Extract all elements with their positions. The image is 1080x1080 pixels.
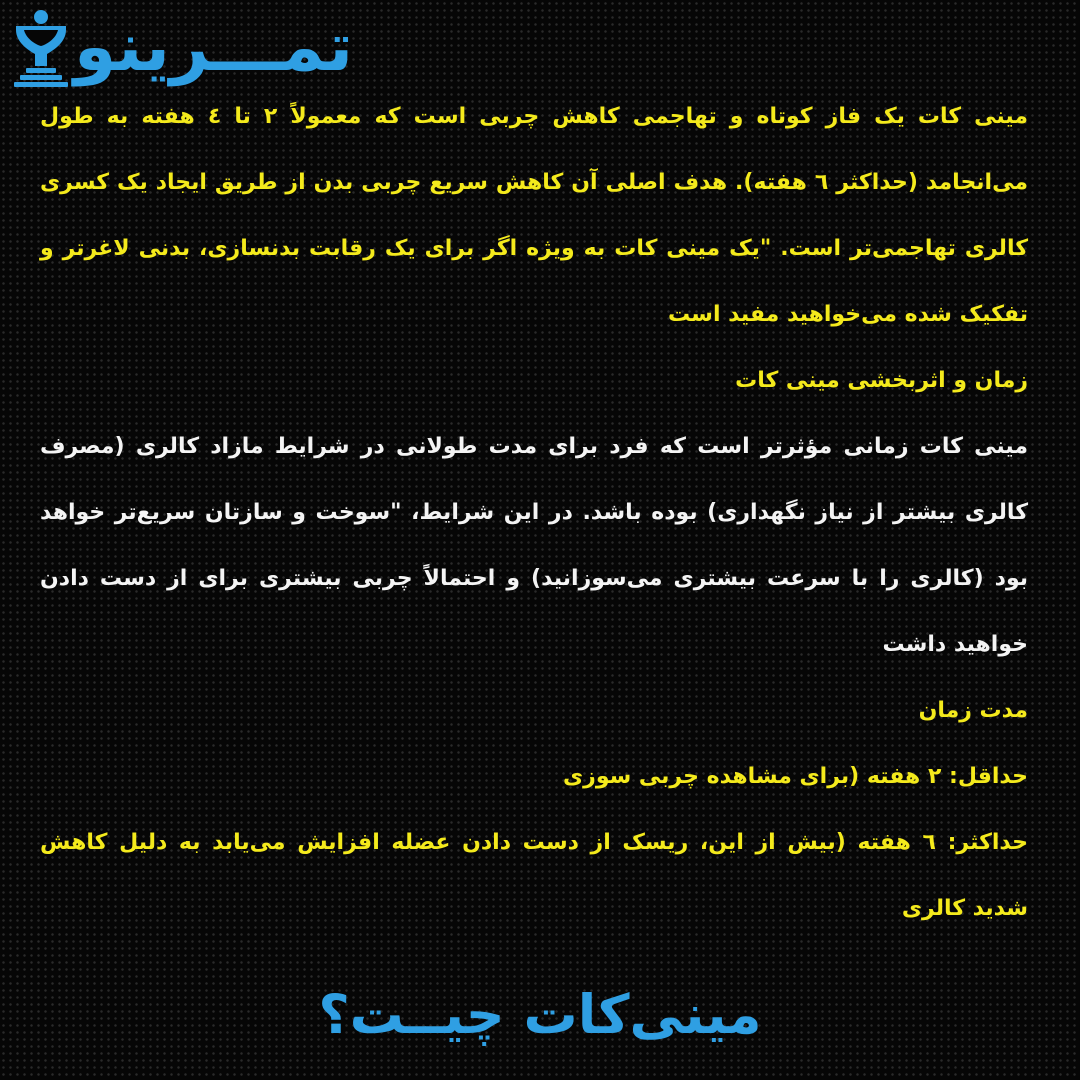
intro-paragraph: مینی کات یک فاز کوتاه و تهاجمی کاهش چربی است که معمولاً ۲ تا ٤ هفته به طول می‌انجامد (حداکثر ٦ هفته). هدف اصلی آن کاهش سریع چربی بدن از طریق ایجاد یک کسری کالری تهاجمی‌تر است. "یک مینی کات به ویژه اگر برای یک رقابت بدنسازی، بدنی لاغرتر و تفکیک شده می‌خواهید مفید است [40,104,1028,327]
article-body [40,84,1028,942]
chess-queen-icon [10,8,72,88]
duration-minimum: حداقل: ۲ هفته (برای مشاهده چربی سوزی [563,764,1028,789]
brand-logo [10,8,353,88]
timing-paragraph: مینی کات زمانی مؤثرتر است که فرد برای مدت طولانی در شرایط مازاد کالری (مصرف کالری بیشتر از نیاز نگهداری) بوده باشد. در این شرایط، "سوخت و سازتان سریع‌تر خواهد بود (کالری را با سرعت بیشتری می‌سوزانید) و احتمالاً چربی بیشتری برای از دست دادن خواهید داشت [40,434,1028,657]
footer-title: مینی‌کات چیــت؟ [318,983,762,1046]
section-heading-duration: مدت زمان [918,698,1028,723]
duration-maximum: حداکثر: ٦ هفته (بیش از این، ریسک از دست دادن عضله افزایش می‌یابد به دلیل کاهش شدید کالری [40,830,1028,921]
section-heading-timing: زمان و اثربخشی مینی کات [735,368,1028,393]
logo-wordmark: تمـــرینو [74,8,354,87]
